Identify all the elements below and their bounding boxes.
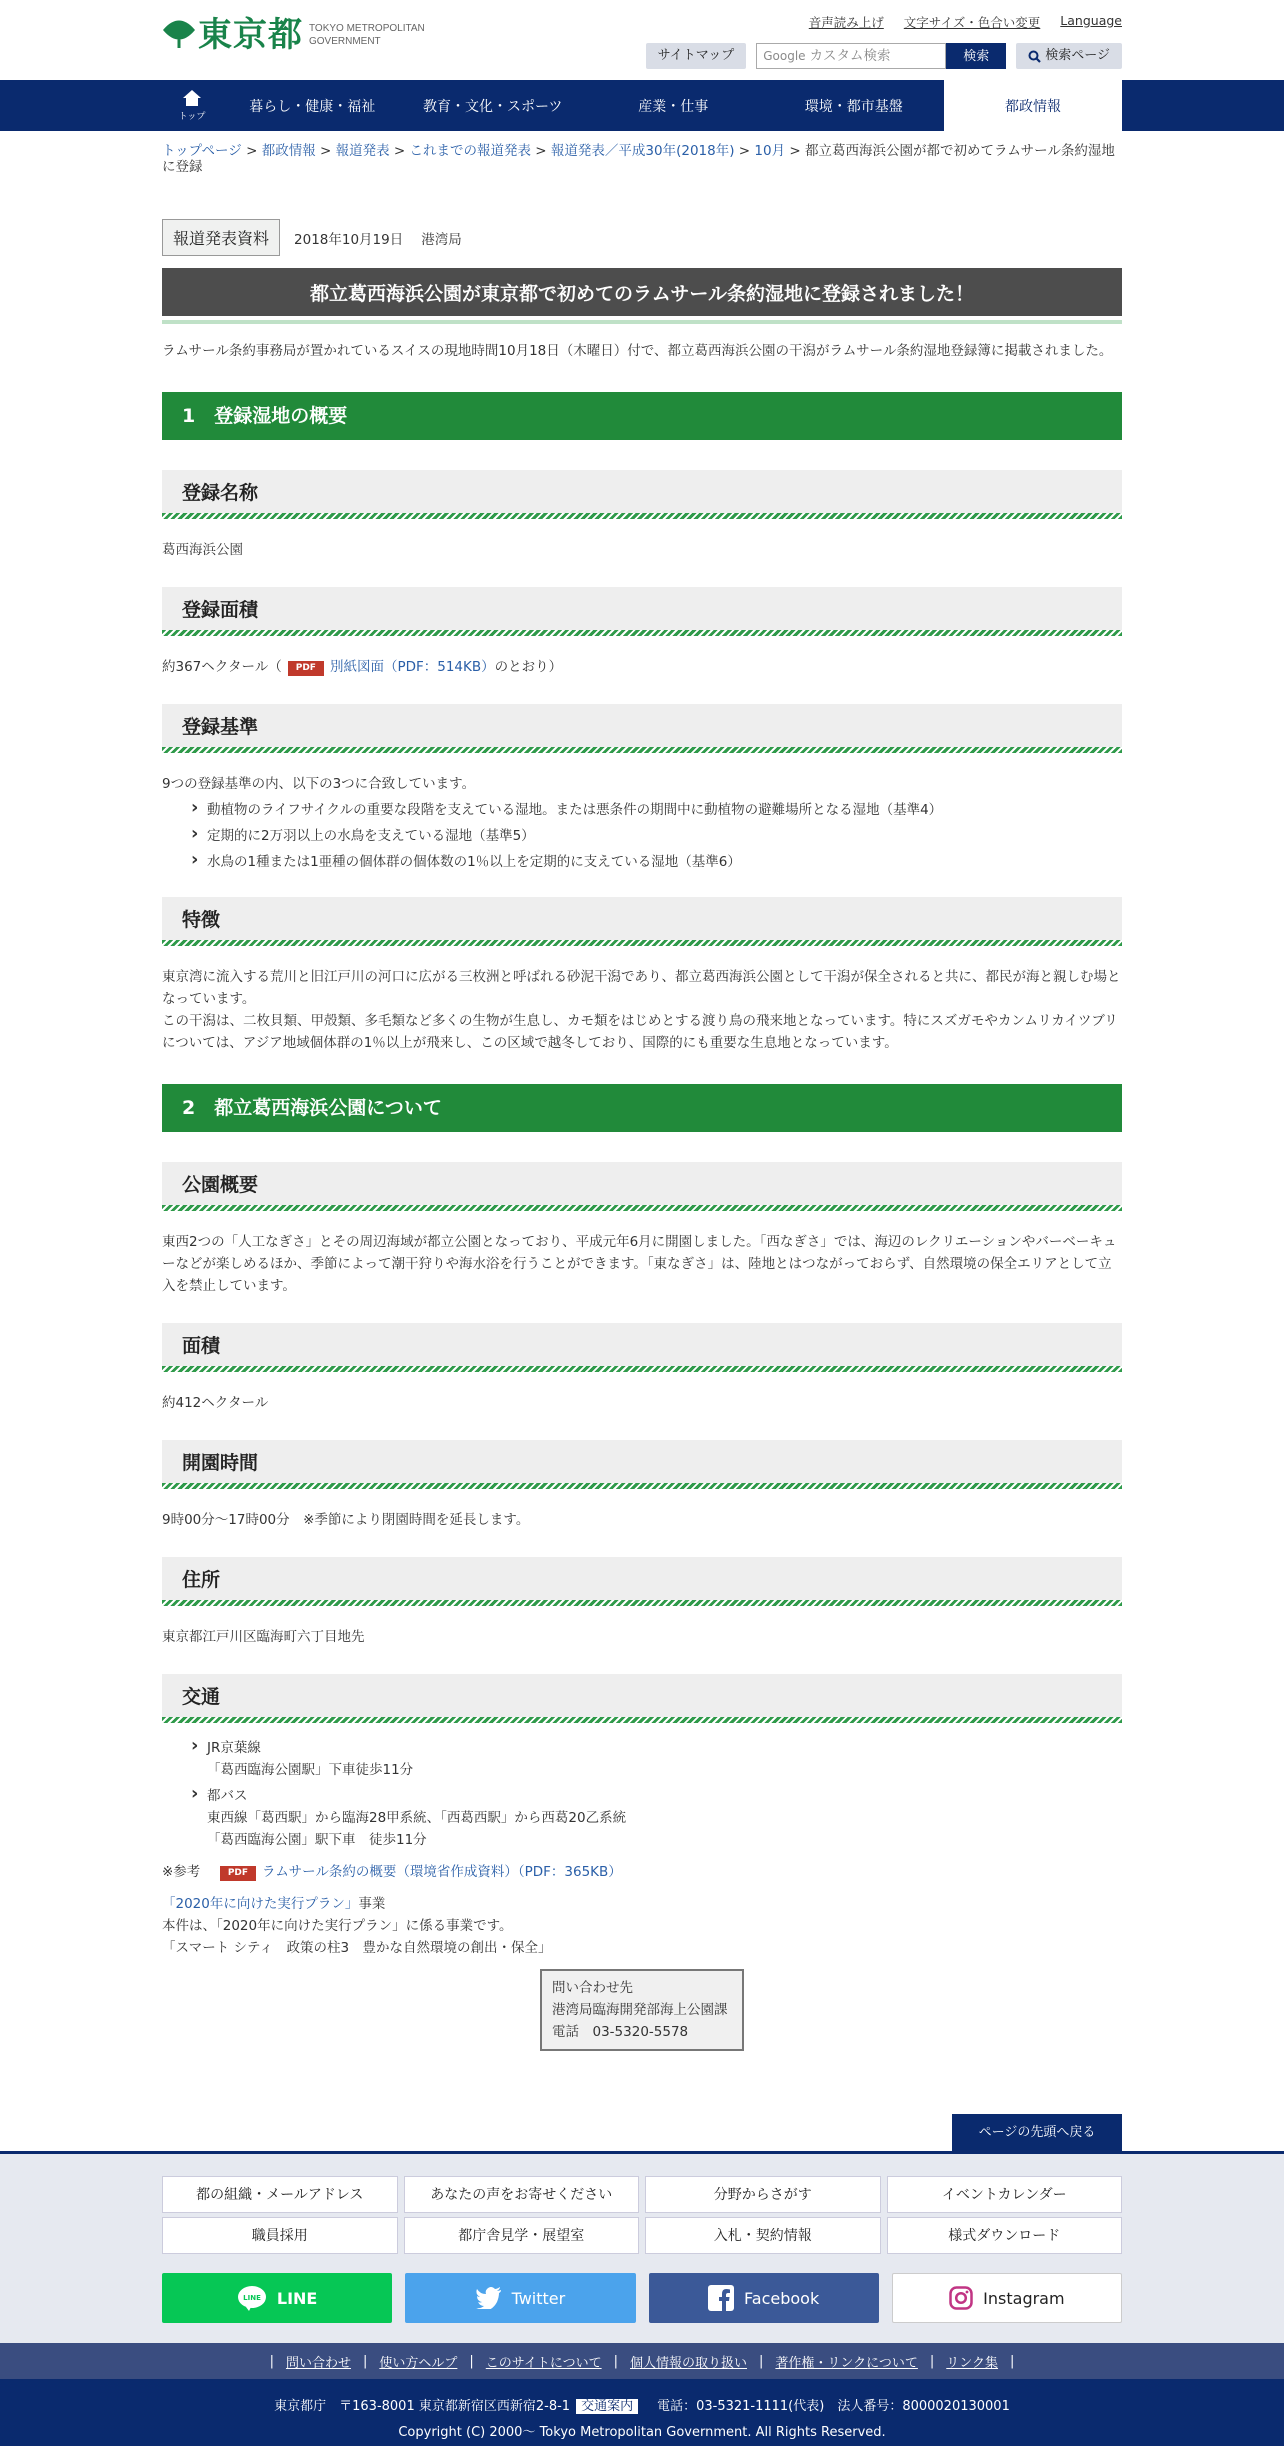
map-pdf-link[interactable]: 別紙図面（PDF：514KB） [329,659,495,675]
access-list [162,1737,1122,1851]
area-heading: 登録面積 [162,587,1122,636]
plan-info: 「2020年に向けた実行プラン」事業 本件は、「2020年に向けた実行プラン」に係る事業です。 「スマート シティ 政策の柱3 豊かな自然環境の創出・保全」 [162,1896,552,1956]
footer-linklist-link[interactable]: リンク集 [946,2355,999,2371]
footer-tour-link[interactable]: 都庁舎見学・展望室 [404,2217,640,2254]
footer-field-link[interactable]: 分野からさがす [645,2176,881,2213]
line-icon [237,2285,267,2311]
search-input[interactable] [756,43,946,69]
footer-event-link[interactable]: イベントカレンダー [887,2176,1123,2213]
footer-privacy-link[interactable]: 個人情報の取り扱い [630,2355,748,2371]
breadcrumb-past-press[interactable]: これまでの報道発表 [409,143,532,159]
opening-hours: 9時00分～17時00分 ※季節により閉園時間を延長します。 [162,1512,530,1528]
press-badge: 報道発表資料 [162,219,280,256]
voice-reading-link[interactable]: 音声読み上げ [808,15,884,30]
press-bureau: 港湾局 [421,231,462,248]
registered-area: 約367ヘクタール（ PDF 別紙図面（PDF：514KB）のとおり） [162,659,563,675]
breadcrumb-october[interactable]: 10月 [754,143,786,159]
list-item: › 水鳥の1種または1亜種の個体群の個体数の1％以上を定期的に支えている湿地（基準6） [162,851,1122,873]
footer-links [0,2151,1284,2343]
nav-government[interactable]: 都政情報 [944,80,1122,131]
footer-bottom [0,2379,1284,2446]
name-heading: 登録名称 [162,470,1122,519]
park-area-heading: 面積 [162,1323,1122,1372]
list-item: › 動植物のライフサイクルの重要な段階を支えている湿地。または悪条件の期間中に動植物の避難場所となる湿地（基準4） [162,799,1122,821]
park-area: 約412ヘクタール [162,1395,269,1411]
footer-contact-link[interactable]: 問い合わせ [285,2355,351,2371]
pdf-icon: PDF [288,661,324,676]
nav-living[interactable]: 暮らし・健康・福祉 [249,98,376,115]
footer-copyright-link[interactable]: 著作権・リンクについて [775,2355,918,2371]
footer-utility-links: | 問い合わせ | 使い方ヘルプ | このサイトについて | 個人情報の取り扱い | 著作権・リンクについて | リンク集 | [0,2343,1284,2379]
logo-english: TOKYO METROPOLITAN GOVERNMENT [309,23,425,47]
home-icon [182,89,202,107]
criteria-heading: 登録基準 [162,704,1122,753]
nav-home-label: トップ [178,112,206,122]
line-button[interactable]: LINE LINE [162,2273,392,2323]
footer-about-link[interactable]: このサイトについて [485,2355,602,2371]
overview-heading: 公園概要 [162,1162,1122,1211]
page-top-button[interactable]: ページの先頭へ戻る [952,2114,1122,2151]
feature-text-1: 東京湾に流入する荒川と旧江戸川の河口に広がる三枚洲と呼ばれる砂泥干潟であり、都立葛西海浜公園として干潟が保全されると共に、都民が海と親しむ場となっています。 [162,969,1121,1007]
reference: ※参考 PDF ラムサール条約の概要（環境省作成資料）（PDF：365KB） [162,1864,622,1880]
address-heading: 住所 [162,1557,1122,1606]
footer-forms-link[interactable]: 様式ダウンロード [887,2217,1123,2254]
breadcrumb: トップページ > 都政情報 > 報道発表 > これまでの報道発表 > 報道発表／平成30年(2018年) > 10月 > 都立葛西海浜公園が都で初めてラムサール条約湿地に登録 [162,143,1115,175]
contact-dept: 港湾局臨海開発部海上公園課 [552,2002,728,2018]
section2-heading: 2 都立葛西海浜公園について [162,1084,1122,1132]
feature-text-2: この干潟は、二枚貝類、甲殻類、多毛類など多くの生物が生息し、カモ類をはじめとする渡り鳥の飛来地となっています。特にスズガモやカンムリカイツブリについては、アジア地域個体群の1％以上が飛来し、この区域で越冬しており、国際的にも重要な生息地となっています。 [162,1013,1118,1051]
access-link[interactable]: 交通案内 [576,2399,638,2414]
lead-text: ラムサール条約事務局が置かれているスイスの現地時間10月18日（木曜日）付で、都立葛西海浜公園の干潟がラムサール条約湿地登録簿に掲載されました。 [162,343,1113,359]
utility-links [809,13,1122,31]
access-heading: 交通 [162,1674,1122,1723]
nav-education[interactable]: 教育・文化・スポーツ [423,98,563,115]
feature-heading: 特徴 [162,897,1122,946]
search-bar [646,43,1122,69]
breadcrumb-press[interactable]: 報道発表 [335,143,390,159]
contact-label: 問い合わせ先 [552,1980,633,1996]
search-page-button[interactable] [1016,43,1122,69]
contact-box [540,1969,744,2051]
facebook-icon [708,2285,734,2311]
breadcrumb-current: 都立葛西海浜公園が都で初めてラムサール条約湿地に登録 [162,143,1115,175]
search-button[interactable]: 検索 [946,43,1006,69]
contact-phone: 電話 03-5320-5578 [552,2024,689,2040]
site-header [0,0,1284,80]
search-page-label: 検索ページ [1045,48,1110,63]
facebook-button[interactable]: Facebook [649,2273,879,2323]
instagram-icon [949,2286,973,2310]
language-link[interactable]: Language [1060,13,1122,28]
sitemap-button[interactable]: サイトマップ [646,43,747,69]
plan-link[interactable]: 「2020年に向けた実行プラン」 [162,1896,359,1912]
footer-help-link[interactable]: 使い方ヘルプ [379,2355,458,2371]
magnifier-icon [1028,50,1041,63]
search-placeholder: カスタム検索 [809,48,891,64]
footer-bid-link[interactable]: 入札・契約情報 [645,2217,881,2254]
press-date: 2018年10月19日 [294,231,404,248]
breadcrumb-2018[interactable]: 報道発表／平成30年(2018年) [550,143,735,159]
breadcrumb-government[interactable]: 都政情報 [261,143,316,159]
footer-address: 東京都庁 〒163-8001 東京都新宿区西新宿2-8-1 交通案内 電話：03-5321-1111(代表) 法人番号：8000020130001 [274,2399,1010,2414]
hours-heading: 開園時間 [162,1440,1122,1489]
page-title: 都立葛西海浜公園が東京都で初めてのラムサール条約湿地に登録されました！ [162,268,1122,320]
global-nav [0,80,1284,131]
font-size-color-link[interactable]: 文字サイズ・色合い変更 [903,15,1041,30]
footer-recruit-link[interactable]: 職員採用 [162,2217,398,2254]
logo-text: 東京都 [198,15,303,55]
svg-text:LINE: LINE [243,2294,261,2302]
park-address: 東京都江戸川区臨海町六丁目地先 [162,1629,365,1645]
section1-heading: 1 登録湿地の概要 [162,392,1122,440]
pdf-icon: PDF [220,1866,256,1881]
list-item: › 都バス 東西線「葛西駅」から臨海28甲系統、「西葛西駅」から西葛20乙系統 「葛西臨海公園」駅下車 徒歩11分 [162,1785,1122,1851]
list-item: › JR京葉線 「葛西臨海公園駅」下車徒歩11分 [162,1737,1122,1781]
list-item: › 定期的に2万羽以上の水鳥を支えている湿地（基準5） [162,825,1122,847]
twitter-icon [476,2287,502,2309]
ramsar-pdf-link[interactable]: ラムサール条約の概要（環境省作成資料）（PDF：365KB） [262,1864,622,1880]
tokyo-logo[interactable] [162,15,425,55]
breadcrumb-top[interactable]: トップページ [162,143,242,159]
instagram-button[interactable]: Instagram [892,2273,1122,2323]
criteria-intro: 9つの登録基準の内、以下の3つに合致しています。 [162,776,476,792]
ginkgo-leaf-icon [162,18,196,52]
footer-voice-link[interactable]: あなたの声をお寄せください [404,2176,640,2213]
press-meta [162,219,1122,256]
overview-text: 東西2つの「人工なぎさ」とその周辺海域が都立公園となっており、平成元年6月に開園しました。「西なぎさ」では、海辺のレクリエーションやバーベーキューなどが楽しめるほか、季節によって潮干狩りや海水浴を行うことができます。「東なぎさ」は、陸地とはつながっておらず、自然環境の保全エリアとして立入を禁止しています。 [162,1234,1117,1294]
copyright: Copyright (C) 2000～ Tokyo Metropolitan Government. All Rights Reserved. [398,2425,886,2440]
criteria-list [162,799,1122,873]
nav-industry[interactable]: 産業・仕事 [638,98,709,115]
google-label: Google [763,49,806,63]
footer-org-link[interactable]: 都の組織・メールアドレス [162,2176,398,2213]
nav-home[interactable] [162,80,222,131]
twitter-button[interactable]: Twitter [405,2273,635,2323]
registered-name: 葛西海浜公園 [162,542,243,558]
nav-environment[interactable]: 環境・都市基盤 [804,98,903,115]
